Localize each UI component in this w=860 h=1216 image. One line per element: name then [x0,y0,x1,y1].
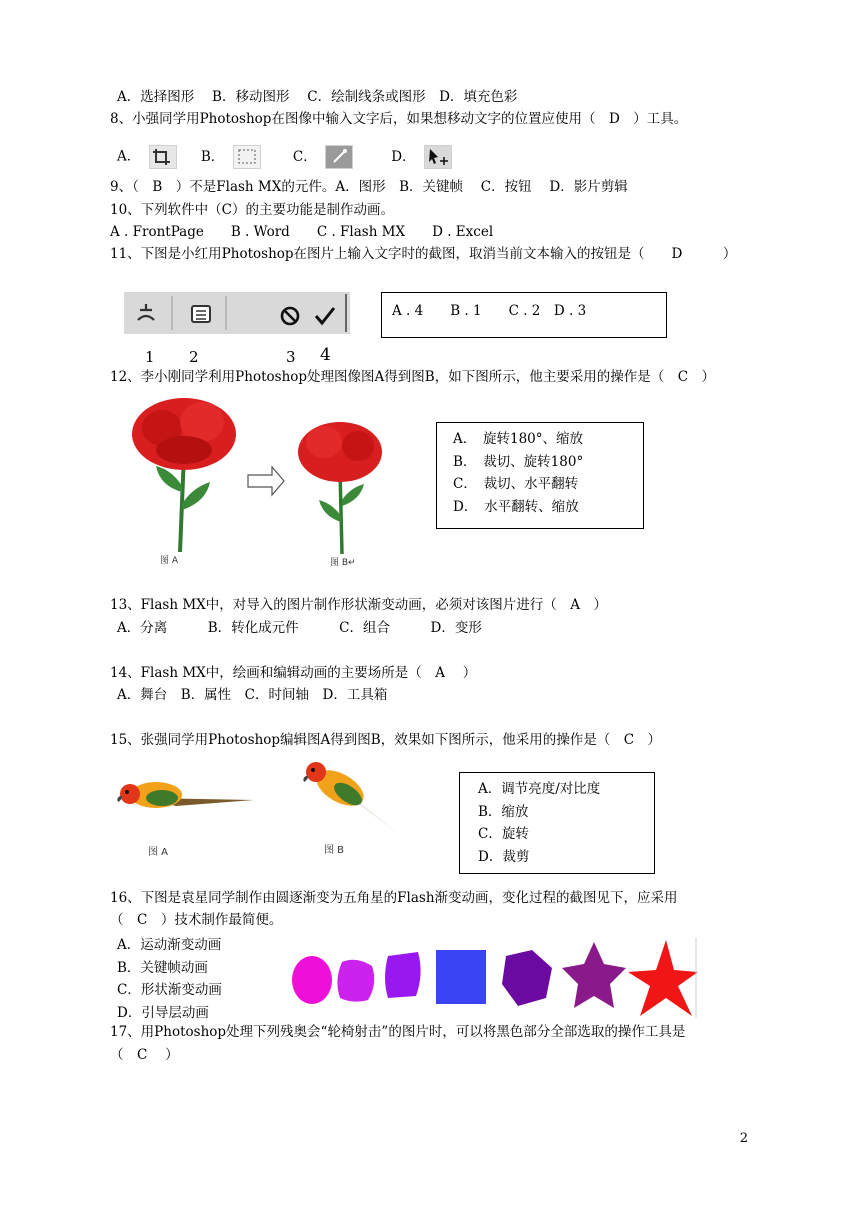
q12-option-b: B． 裁切、旋转180° [453,453,584,470]
q8-option-a: A． [117,148,141,165]
q16-option-c: C．形状渐变动画 [117,982,222,998]
q11-label-1: 1 [145,348,155,366]
q15-options-box [459,772,655,874]
q17-question-cont: （ C ） [110,1047,179,1063]
q15-question: 15、张强同学用Photoshop编辑图A得到图B，效果如下图所示，他采用的操作是（ C ） [110,732,662,748]
q8-option-d: D． [391,148,416,165]
q16-option-b: B．关键帧动画 [117,959,208,976]
q13-options: A．分离 B．转化成元件 C．组合 D．变形 [117,620,482,636]
q11-label-2: 2 [189,348,199,366]
q12-options-box [436,422,644,529]
q10-question: 10、下列软件中（C）的主要功能是制作动画。 [110,202,395,218]
parrot-image-a [116,778,256,814]
q9-question: 9、（ B ）不是Flash MX的元件。A．图形 B．关键帧 C．按钮 D．影片剪辑 [110,179,628,195]
carnation-image-a [122,392,246,552]
q11-options: A . 4 B . 1 C . 2 D . 3 [392,303,587,319]
q8-question: 8、小强同学用Photoshop在图像中输入文字后，如果想移动文字的位置应使用（ D ）工具。 [110,111,688,127]
move-tool-icon [424,145,452,169]
q14-question: 14、Flash MX中，绘画和编辑动画的主要场所是（ A ） [110,665,477,681]
parrot-image-b [300,758,406,840]
q17-question: 17、用Photoshop处理下列残奥会“轮椅射击”的图片时，可以将黑色部分全部选取的操作工具是 [110,1024,686,1040]
q15-option-c: C．旋转 [478,826,529,842]
q12-option-d: D． 水平翻转、缩放 [453,498,579,515]
q16-options [117,934,222,1024]
q16-option-a: A．运动渐变动画 [117,937,222,953]
q16-question-cont: （ C ）技术制作最简便。 [110,912,283,928]
q12-option-c: C． 裁切、水平翻转 [453,476,579,492]
magic-wand-icon [325,145,353,169]
q11-label-4: 4 [320,345,331,365]
shape-tween-sequence [288,936,698,1020]
q15-option-b: B．缩放 [478,803,529,820]
right-arrow-icon [246,464,286,498]
q7-options: A．选择图形 B．移动图形 C．绘制线条或图形 D．填充色彩 [117,89,518,105]
q11-label-3: 3 [286,348,296,366]
q12-option-a: A． 旋转180°、缩放 [453,431,584,447]
q8-option-b: B． [200,148,225,165]
page-number: 2 [739,1131,748,1146]
q15-option-a: A．调节亮度/对比度 [478,781,601,797]
q10-options: A . FrontPage B . Word C . Flash MX D . Excel [110,224,494,240]
q8-option-c: C． [292,148,317,165]
q11-options-box [381,292,667,338]
q14-options: A．舞台 B．属性 C．时间轴 D．工具箱 [117,687,388,703]
q15-caption-a: 图 A [148,847,169,858]
crop-tool-icon [149,145,177,169]
q15-option-d: D．裁剪 [478,848,530,865]
text-options-toolbar [124,292,350,334]
q16-question: 16、下图是袁星同学制作由圆逐渐变为五角星的Flash渐变动画，变化过程的截图见下，应采用 [110,890,678,906]
q13-question: 13、Flash MX中，对导入的图片制作形状渐变动画，必须对该图片进行（ A ） [110,597,608,613]
q8-options [117,145,456,169]
marquee-tool-icon [233,145,261,169]
q12-caption-a: 图 A [160,556,179,566]
q16-option-d: D．引导层动画 [117,1004,209,1021]
q15-caption-b: 图 B [324,845,345,856]
q11-question: 11、下图是小红用Photoshop在图片上输入文字时的截图，取消当前文本输入的按钮是（ D ） [110,246,737,262]
q12-caption-b: 图 B↵ [330,558,356,568]
carnation-image-b [292,416,386,554]
q12-question: 12、李小刚同学利用Photoshop处理图像图A得到图B，如下图所示，他主要采用的操作是（ C ） [110,369,716,385]
